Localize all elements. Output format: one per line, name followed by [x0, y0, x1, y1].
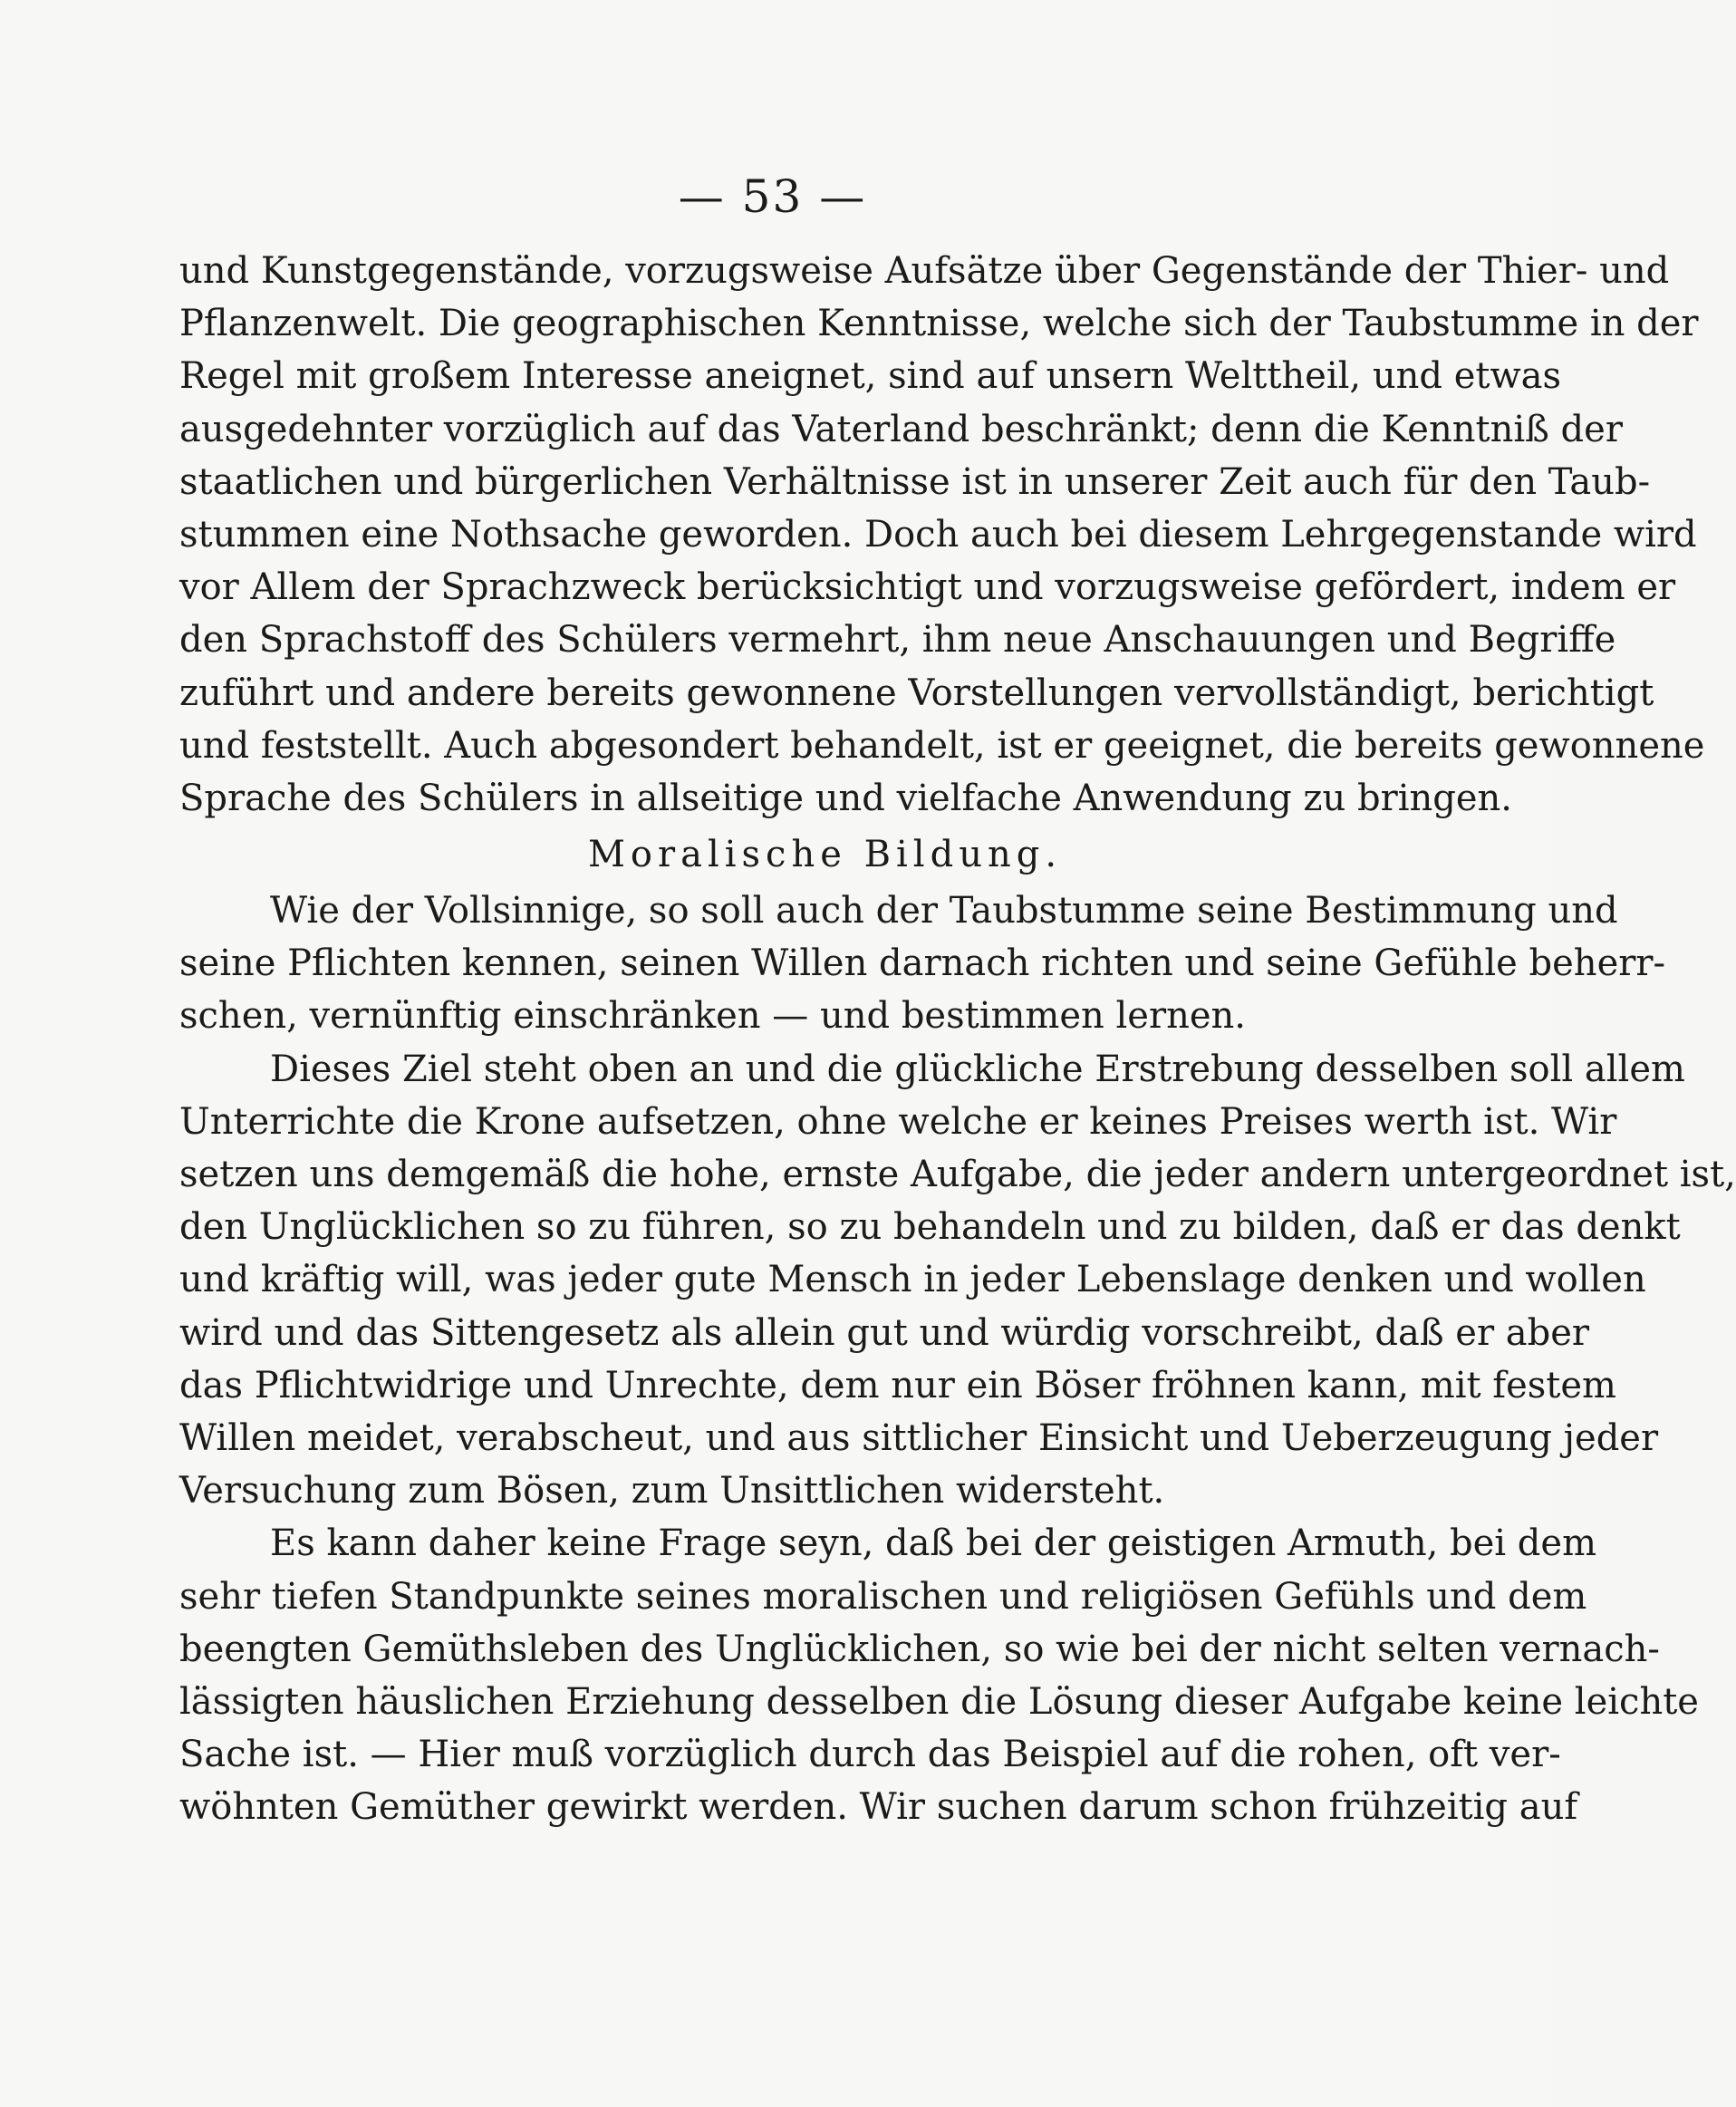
text-line: setzen uns demgemäß die hohe, ernste Aufgabe, die jeder andern untergeordnet ist, — [179, 1154, 1736, 1195]
text-line: zuführt und andere bereits gewonnene Vorstellungen vervollständigt, berichtigt — [179, 672, 1654, 714]
text-line: stummen eine Nothsache geworden. Doch auch bei diesem Lehrgegenstande wird — [179, 513, 1697, 556]
paragraph-goal — [179, 1043, 1736, 1518]
text-line: beengten Gemüthsleben des Unglücklichen, so wie bei der nicht selten vernach- — [179, 1628, 1660, 1670]
text-line: wöhnten Gemüther gewirkt werden. Wir suchen darum schon frühzeitig auf — [179, 1786, 1578, 1829]
text-line: Sache ist. — Hier muß vorzüglich durch das Beispiel auf die rohen, oft ver- — [179, 1734, 1561, 1776]
text-line: den Unglücklichen so zu führen, so zu behandeln und zu bilden, daß er das denkt — [179, 1206, 1681, 1249]
text-line: und feststellt. Auch abgesondert behandelt, ist er geeignet, die bereits gewonnene — [179, 724, 1705, 767]
text-line: das Pflichtwidrige und Unrechte, dem nur ein Böser fröhnen kann, mit festem — [179, 1364, 1616, 1406]
text-line: vor Allem der Sprachzweck berücksichtigt und vorzugsweise gefördert, indem er — [179, 566, 1676, 609]
paragraph-purpose — [179, 884, 1665, 1043]
text-line: Wie der Vollsinnige, so soll auch der Taubstumme seine Bestimmung und — [270, 890, 1618, 933]
text-line: Es kann daher keine Frage seyn, daß bei der geistigen Armuth, bei dem — [270, 1522, 1597, 1565]
text-line: staatlichen und bürgerlichen Verhältnisse ist in unserer Zeit auch für den Taub- — [179, 460, 1651, 503]
paragraph-question — [179, 1517, 1699, 1833]
text-line: Sprache des Schülers in allseitige und vielfache Anwendung zu bringen. — [179, 777, 1513, 819]
text-line: Willen meidet, verabscheut, und aus sittlicher Einsicht und Ueberzeugung jeder — [179, 1416, 1659, 1459]
text-line: ausgedehnter vorzüglich auf das Vaterland beschränkt; denn die Kenntniß der — [179, 408, 1623, 450]
text-line: Dieses Ziel steht oben an und die glückliche Erstrebung desselben soll allem — [270, 1048, 1685, 1090]
text-line: und Kunstgegenstände, vorzugsweise Aufsätze über Gegenstände der Thier- und — [179, 250, 1670, 292]
text-line: Pflanzenwelt. Die geographischen Kenntnisse, welche sich der Taubstumme in der — [179, 303, 1699, 345]
text-line: sehr tiefen Standpunkte seines moralischen und religiösen Gefühls und dem — [179, 1575, 1587, 1618]
page-number: — 53 — — [678, 170, 867, 223]
text-line: und kräftig will, was jeder gute Mensch in jeder Lebenslage denken und wollen — [179, 1259, 1646, 1301]
text-line: Regel mit großem Interesse aneignet, sind auf unsern Welttheil, und etwas — [179, 355, 1562, 398]
section-heading: Moralische Bildung. — [587, 834, 1063, 876]
text-line: Versuchung zum Bösen, zum Unsittlichen widersteht. — [179, 1470, 1165, 1513]
paragraph-geography — [179, 245, 1705, 825]
text-line: schen, vernünftig einschränken — und bestimmen lernen. — [179, 995, 1246, 1038]
text-line: Unterrichte die Krone aufsetzen, ohne welche er keines Preises werth ist. Wir — [179, 1100, 1617, 1143]
text-line: lässigten häuslichen Erziehung desselben die Lösung dieser Aufgabe keine leichte — [179, 1680, 1699, 1723]
text-line: den Sprachstoff des Schülers vermehrt, ihm neue Anschauungen und Begriffe — [179, 619, 1616, 662]
text-line: wird und das Sittengesetz als allein gut und würdig vorschreibt, daß er aber — [179, 1311, 1590, 1354]
page-body — [179, 245, 1736, 1833]
text-line: seine Pflichten kennen, seinen Willen darnach richten und seine Gefühle beherr- — [179, 942, 1665, 985]
